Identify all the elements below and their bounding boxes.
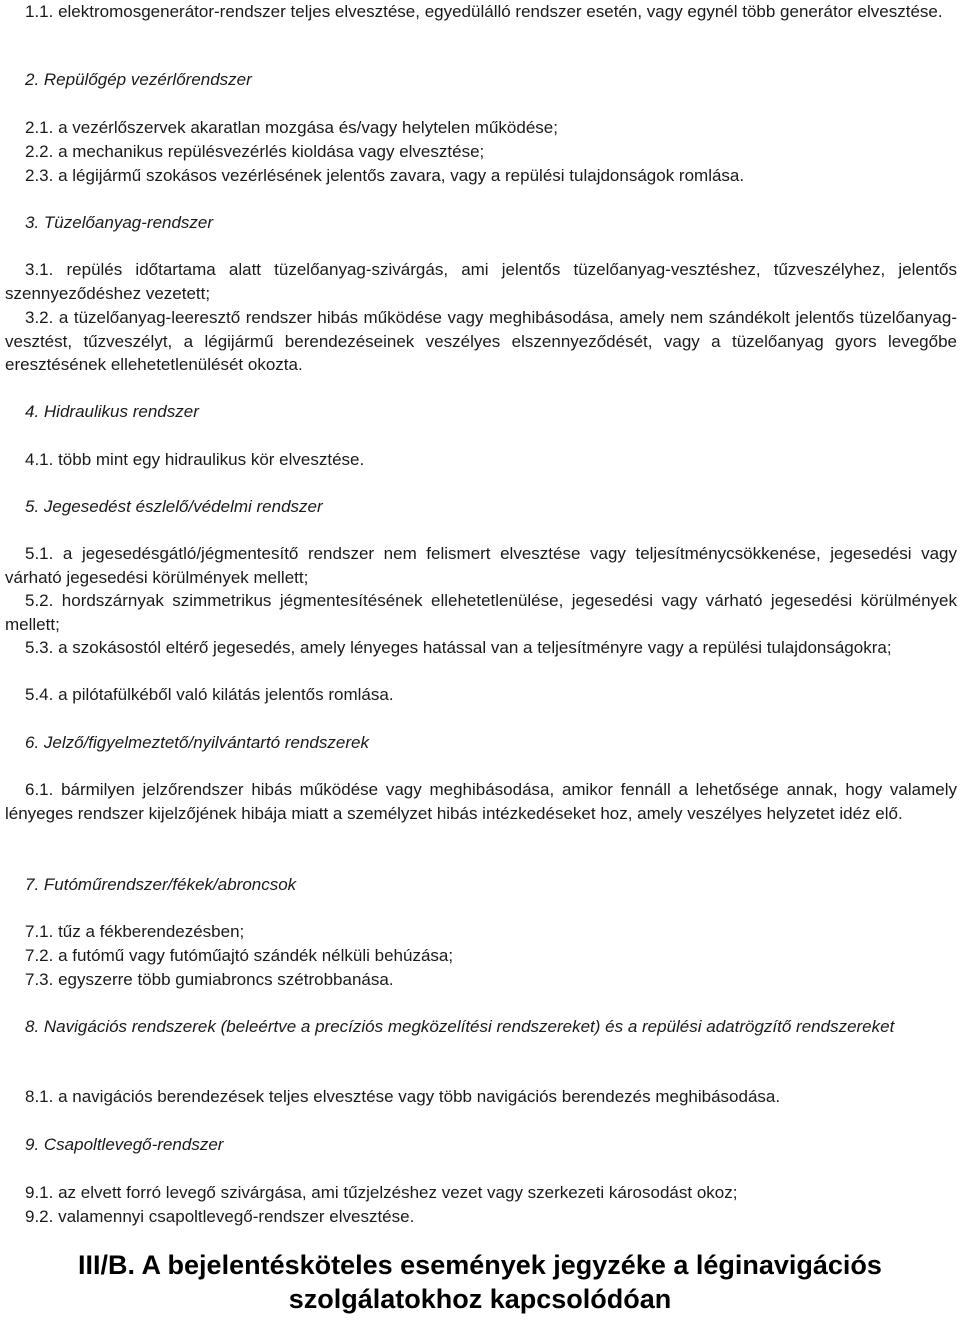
item-5-1: 5.1. a jegesedésgátló/jégmentesítő rendszer nem felismert elvesztése vagy teljesítménycsökkenése, jegesedési vagy várható jegesedési körülmények mellett; [5,544,957,587]
section-title-line-2: szolgálatokhoz kapcsolódóan [288,1284,672,1314]
item-7-1: 7.1. tűz a fékberendezésben; [25,922,245,941]
heading-4: 4. Hidraulikus rendszer [25,402,199,421]
heading-3: 3. Tüzelőanyag-rendszer [25,213,214,232]
item-3-2: 3.2. a tüzelőanyag-leeresztő rendszer hibás működése vagy meghibásodása, amely nem szándékolt jelentős tüzelőanyag-vesztést, tűzveszélyt, a légijármű berendezéseinek veszélyes elszennyeződését, vagy a tüzelőanyag gyors levegőbe eresztésének ellehetetlenülését okozta. [5,308,957,374]
item-1-1: 1.1. elektromosgenerátor-rendszer teljes elvesztése, egyedülálló rendszer esetén, vagy egynél több generátor elvesztése. [25,2,943,21]
item-5-4: 5.4. a pilótafülkéből való kilátás jelentős romlása. [25,685,394,704]
item-2-2: 2.2. a mechanikus repülésvezérlés kioldása vagy elvesztése; [25,142,485,161]
item-3-1: 3.1. repülés időtartama alatt tüzelőanyag-szivárgás, ami jelentős tüzelőanyag-vesztéshez, tűzveszélyhez, jelentős szennyeződéshez vezetett; [5,260,957,303]
item-2-1: 2.1. a vezérlőszervek akaratlan mozgása és/vagy helytelen működése; [25,118,558,137]
item-9-1: 9.1. az elvett forró levegő szivárgása, ami tűzjelzéshez vezet vagy szerkezeti károsodást okoz; [25,1183,738,1202]
item-5-2: 5.2. hordszárnyak szimmetrikus jégmentesítésének ellehetetlenülése, jegesedési vagy várható jegesedési körülmények mellett; [5,591,957,634]
item-7-3: 7.3. egyszerre több gumiabroncs szétrobbanása. [25,970,394,989]
section-title-line-1: III/B. A bejelentésköteles események jegyzéke a léginavigációs [78,1250,882,1280]
item-4-1: 4.1. több mint egy hidraulikus kör elvesztése. [25,450,365,469]
heading-8: 8. Navigációs rendszerek (beleértve a precíziós megközelítési rendszereket) és a repülési adatrögzítő rendszereket [25,1017,895,1036]
item-5-3: 5.3. a szokásostól eltérő jegesedés, amely lényeges hatással van a teljesítményre vagy a repülési tulajdonságokra; [25,638,892,657]
item-7-2: 7.2. a futómű vagy futóműajtó szándék nélküli behúzása; [25,946,454,965]
item-2-3: 2.3. a légijármű szokásos vezérlésének jelentős zavara, vagy a repülési tulajdonságok romlása. [25,166,745,185]
heading-7: 7. Futóműrendszer/fékek/abroncsok [25,875,297,894]
heading-9: 9. Csapoltlevegő-rendszer [25,1135,224,1154]
item-6-1: 6.1. bármilyen jelzőrendszer hibás működése vagy meghibásodása, amikor fennáll a lehetősége annak, hogy valamely lényeges rendszer kijelzőjének hibája miatt a személyzet hibás intézkedéseket hoz, amely veszélyes helyzetet idéz elő. [5,780,957,823]
item-9-2: 9.2. valamennyi csapoltlevegő-rendszer elvesztése. [25,1207,415,1226]
item-8-1: 8.1. a navigációs berendezések teljes elvesztése vagy több navigációs berendezés meghibásodása. [25,1087,781,1106]
heading-6: 6. Jelző/figyelmeztető/nyilvántartó rendszerek [25,733,369,752]
heading-2: 2. Repülőgép vezérlőrendszer [25,70,252,89]
section-title [0,1248,960,1316]
heading-5: 5. Jegesedést észlelő/védelmi rendszer [25,497,323,516]
